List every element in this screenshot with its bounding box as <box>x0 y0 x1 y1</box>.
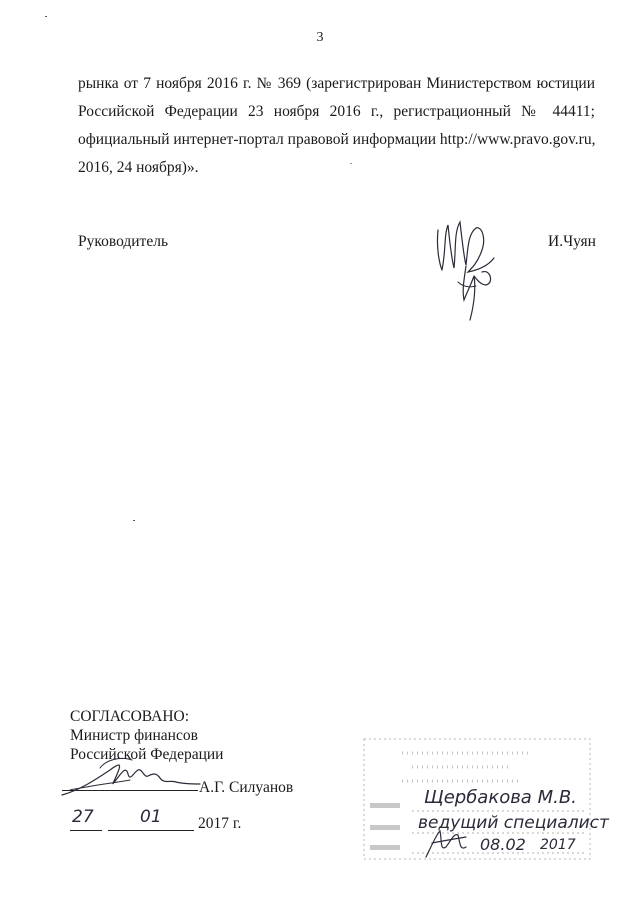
date-day-blank <box>70 830 102 831</box>
scan-speck <box>350 163 352 164</box>
minister-signature <box>60 750 210 805</box>
registration-stamp <box>362 735 609 863</box>
agreement-position-line2: Российской Федерации <box>70 746 224 763</box>
scan-speck <box>45 16 47 17</box>
page-number: 3 <box>316 30 324 45</box>
minister-name: А.Г. Силуанов <box>199 779 294 796</box>
agreement-date <box>70 807 270 843</box>
body-paragraph <box>78 70 595 182</box>
stamp-signature <box>362 735 594 863</box>
body-line: 2016, 24 ноября)». <box>78 159 199 176</box>
date-month-blank <box>108 830 194 831</box>
stamp-handwritten-line4: 2017 <box>540 837 576 853</box>
agreement-position-line1: Министр финансов <box>70 727 198 744</box>
signatory-title: Руководитель <box>78 233 169 250</box>
body-line: Российской Федерации 23 ноября 2016 г., регистрационный № 44411; <box>78 103 595 120</box>
signatory-signature <box>428 210 508 335</box>
body-line: официальный интернет-портал правовой информации http://www.pravo.gov.ru, <box>78 131 596 148</box>
stamp-handwritten-line1: Щербакова М.В. <box>424 787 577 808</box>
date-day-handwritten: 27 <box>72 807 94 827</box>
date-month-handwritten: 01 <box>140 807 162 827</box>
stamp-handwritten-line3: 08.02 <box>480 835 526 854</box>
stamp-handwritten-line2: ведущий специалист <box>418 813 609 833</box>
agreement-heading: СОГЛАСОВАНО: <box>70 708 190 725</box>
body-line: рынка от 7 ноября 2016 г. № 369 (зарегистрирован Министерством юстиции <box>78 75 595 92</box>
signatory-name: И.Чуян <box>548 233 596 250</box>
scan-speck <box>133 520 135 521</box>
date-year: 2017 г. <box>198 815 242 832</box>
